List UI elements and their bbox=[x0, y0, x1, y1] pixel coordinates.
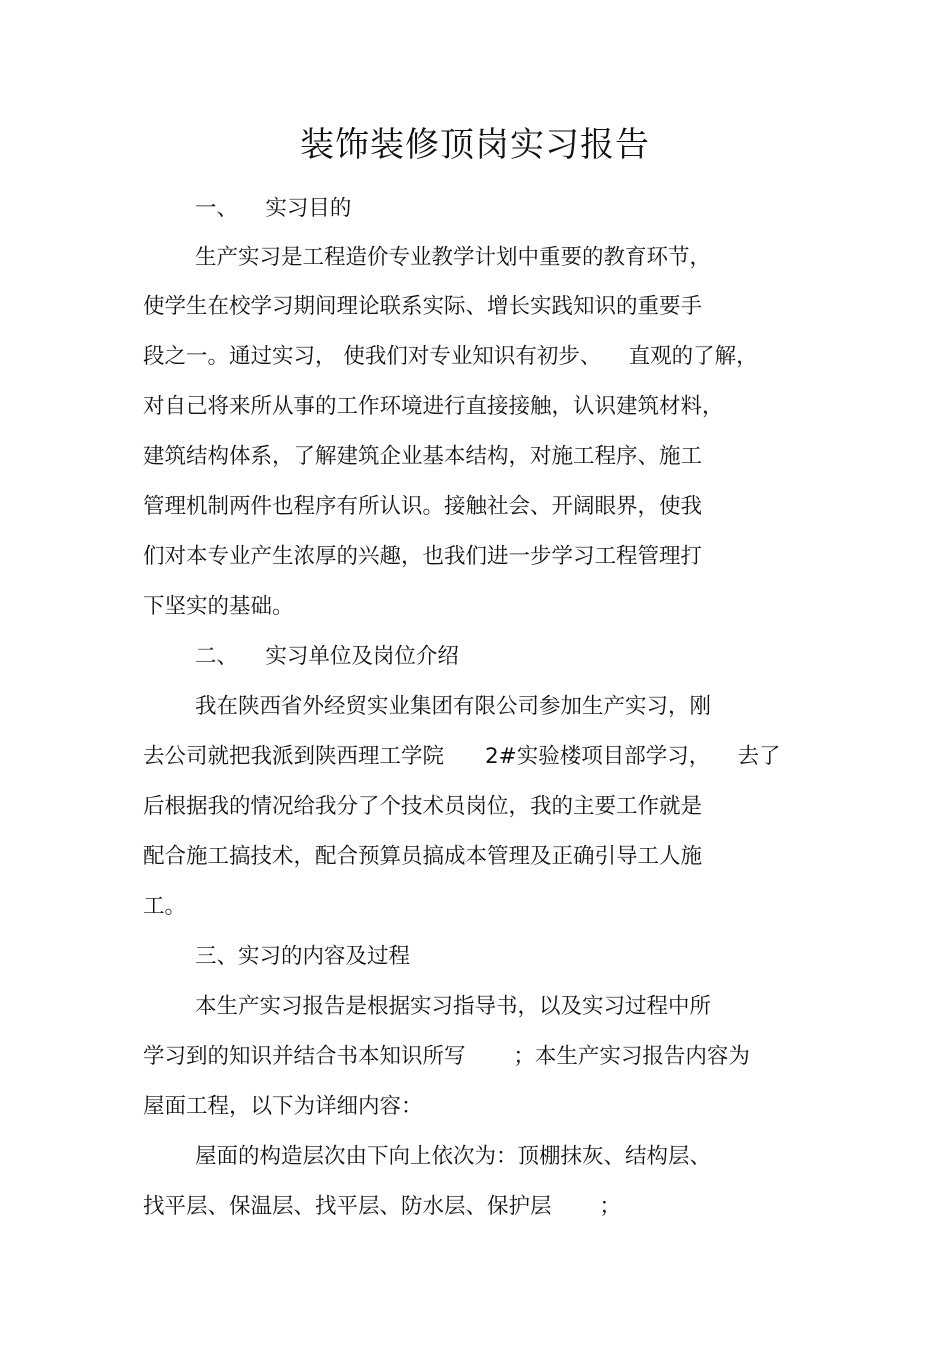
paragraph-line: 后根据我的情况给我分了个技术员岗位，我的主要工作就是 bbox=[143, 794, 703, 819]
section-heading-1: 一、 实习目的 bbox=[195, 196, 352, 221]
paragraph-line: 找平层、保温层、找平层、防水层、保护层 ； bbox=[143, 1194, 621, 1219]
paragraph-line: 工。 bbox=[143, 894, 187, 919]
document-title: 装饰装修顶岗实习报告 bbox=[300, 125, 650, 165]
section-heading-2: 二、 实习单位及岗位介绍 bbox=[195, 644, 459, 669]
paragraph-line: 我在陕西省外经贸实业集团有限公司参加生产实习，刚 bbox=[195, 694, 712, 719]
paragraph-line: 管理机制两件也程序有所认识。接触社会、开阔眼界，使我 bbox=[143, 494, 703, 519]
paragraph-line: 使学生在校学习期间理论联系实际、增长实践知识的重要手 bbox=[143, 294, 703, 319]
paragraph-line: 建筑结构体系，了解建筑企业基本结构，对施工程序、施工 bbox=[143, 444, 703, 469]
paragraph-line: 生产实习是工程造价专业教学计划中重要的教育环节， bbox=[195, 245, 712, 270]
paragraph-line: 本生产实习报告是根据实习指导书，以及实习过程中所 bbox=[195, 994, 712, 1019]
paragraph-line: 屋面的构造层次由下向上依次为：顶棚抹灰、结构层、 bbox=[195, 1144, 712, 1169]
paragraph-line: 段之一。通过实习， 使我们对专业知识有初步、 直观的了解， bbox=[143, 344, 758, 369]
paragraph-line: 屋面工程，以下为详细内容： bbox=[143, 1094, 423, 1119]
paragraph-line: 下坚实的基础。 bbox=[143, 594, 294, 619]
paragraph-line: 学习到的知识并结合书本知识所写 ；本生产实习报告内容为 bbox=[143, 1044, 750, 1069]
section-heading-3: 三、实习的内容及过程 bbox=[195, 944, 411, 969]
paragraph-line: 配合施工搞技术，配合预算员搞成本管理及正确引导工人施 bbox=[143, 844, 703, 869]
paragraph-line: 对自己将来所从事的工作环境进行直接接触，认识建筑材料， bbox=[143, 394, 724, 419]
paragraph-line: 去公司就把我派到陕西理工学院 2#实验楼项目部学习， 去了 bbox=[143, 744, 781, 769]
paragraph-line: 们对本专业产生浓厚的兴趣，也我们进一步学习工程管理打 bbox=[143, 544, 703, 569]
